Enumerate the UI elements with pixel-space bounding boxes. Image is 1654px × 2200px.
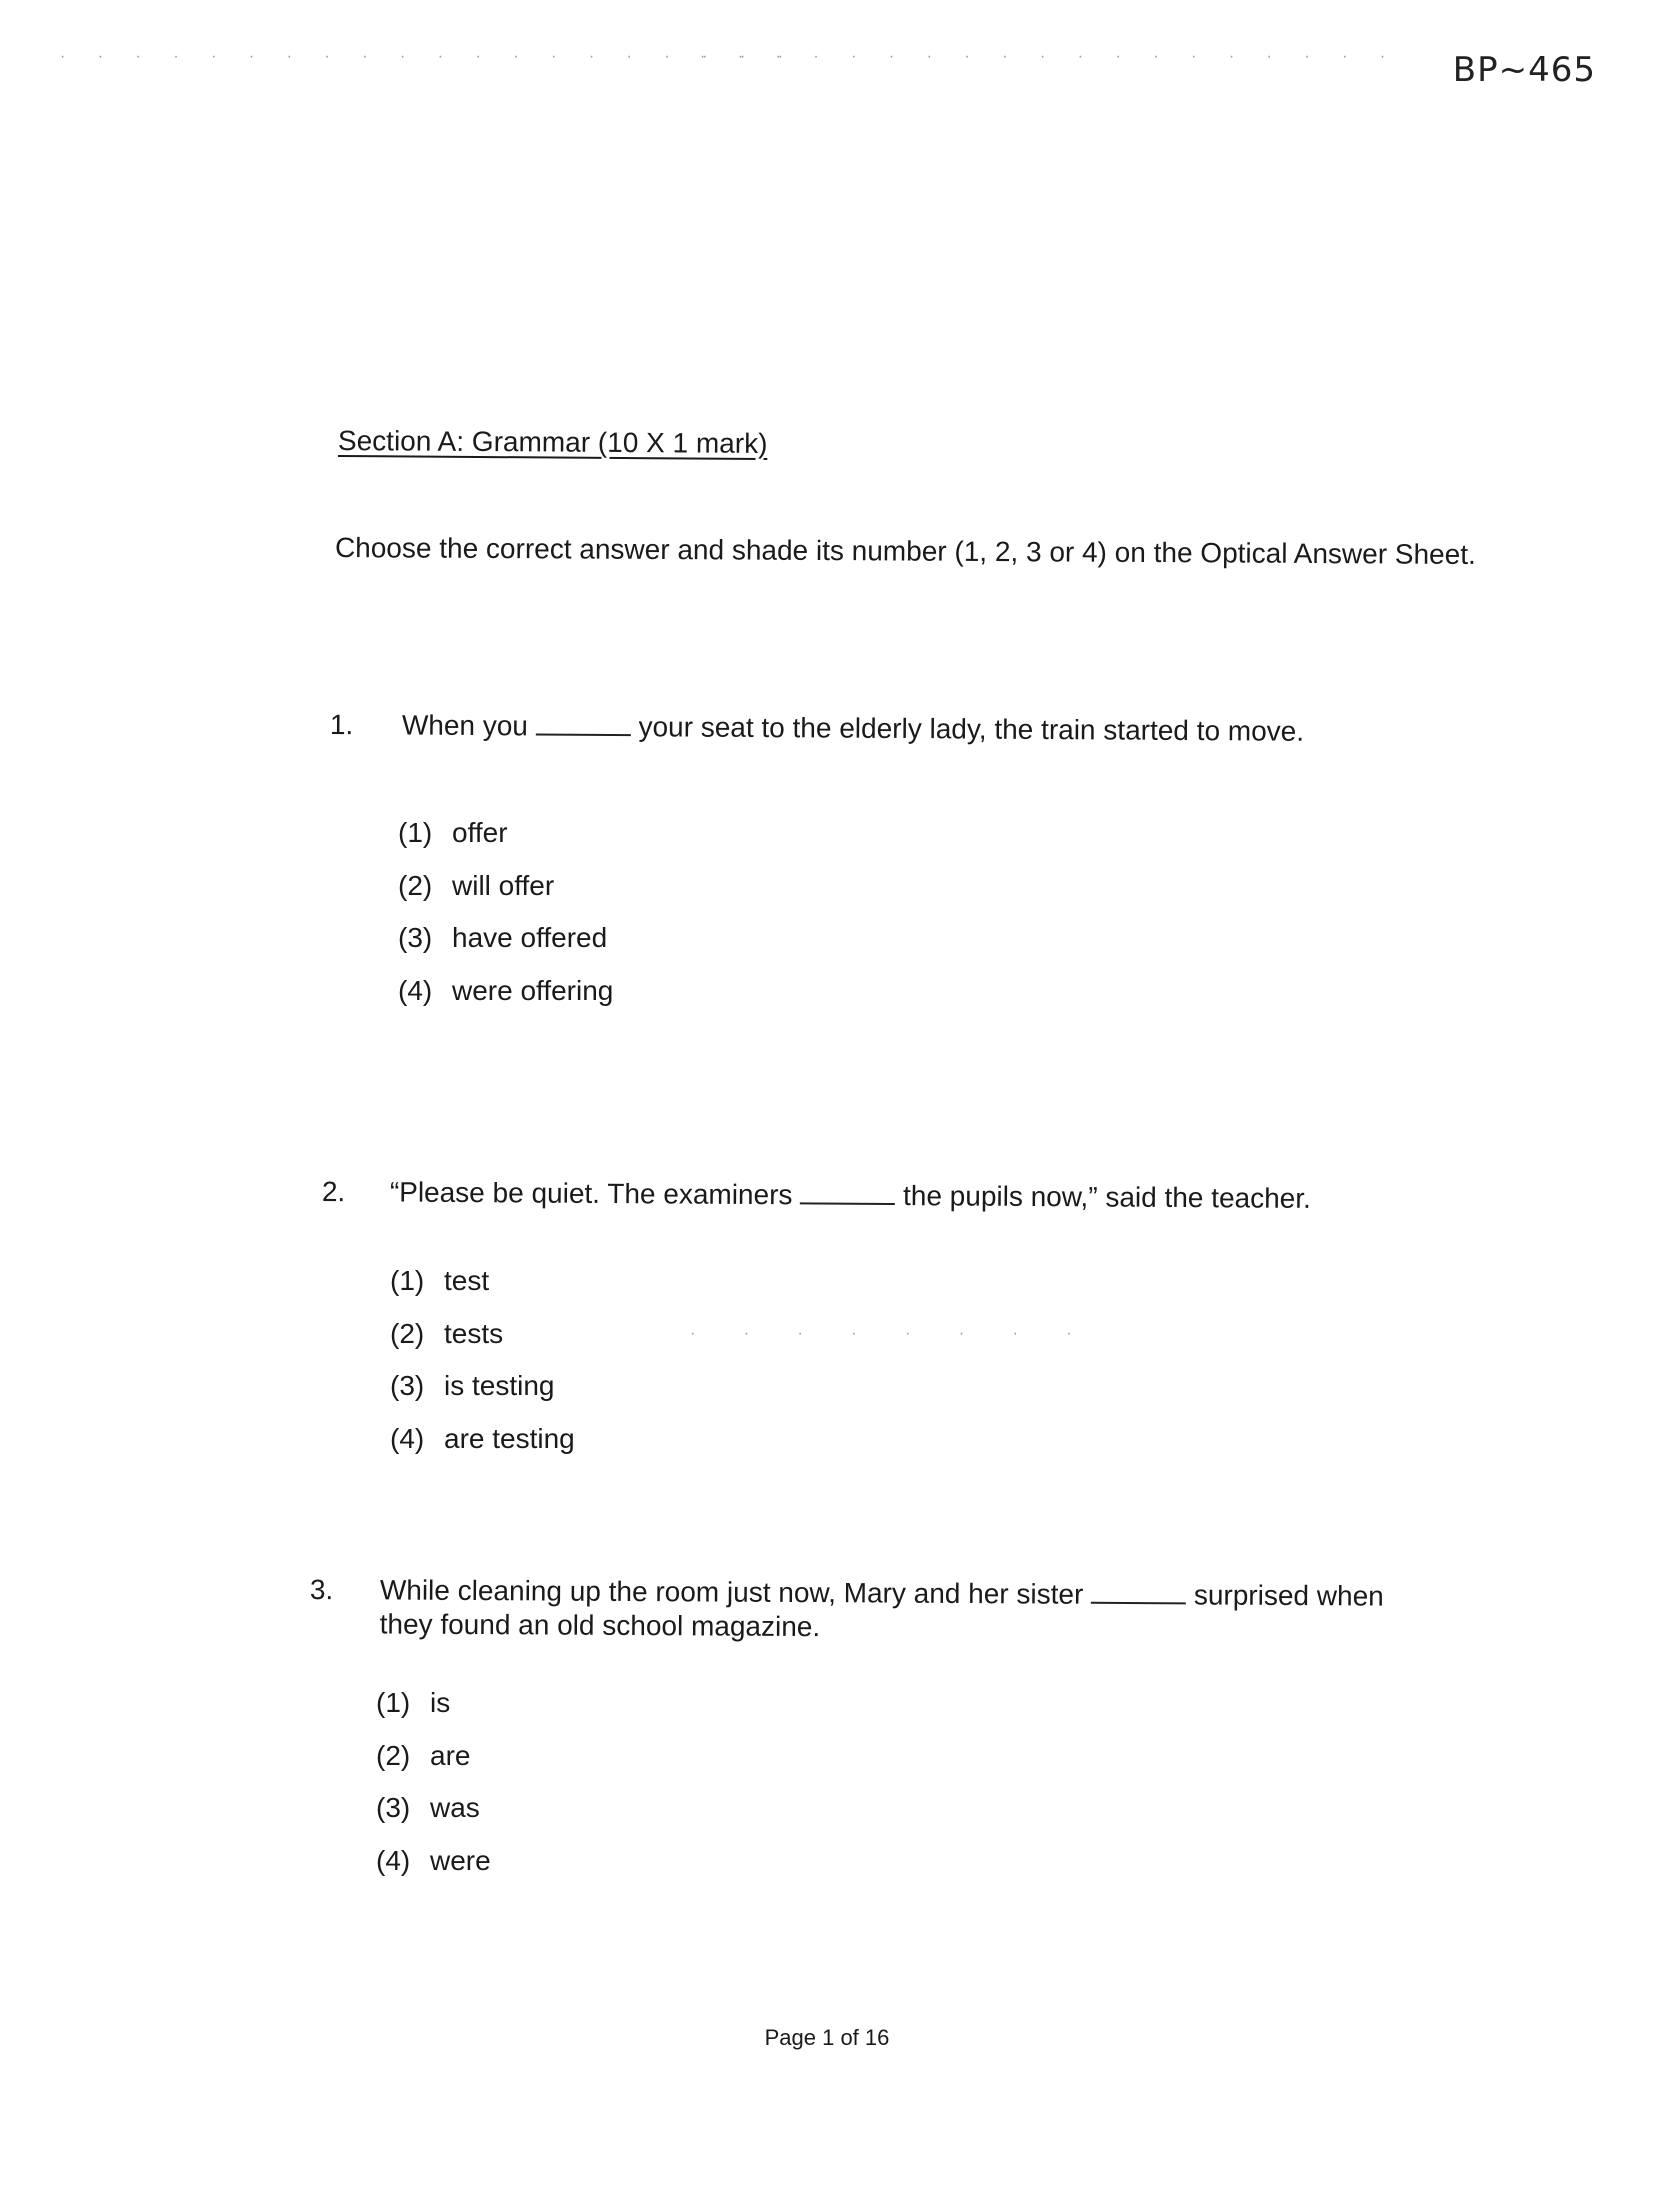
- option: (4) are testing: [390, 1422, 575, 1454]
- question-3-options: [376, 1677, 491, 1887]
- option: (1) is: [376, 1687, 451, 1718]
- scan-noise: · · · · · · · ·: [690, 1325, 1094, 1342]
- scan-noise: · · · · · · · · · · · · · · · · · · ·: [700, 48, 1400, 65]
- answer-blank: [1091, 1580, 1186, 1605]
- question-2-options: [390, 1255, 575, 1465]
- option: (3) is testing: [390, 1370, 555, 1401]
- section-heading: Section A: Grammar (10 X 1 mark): [337, 425, 768, 459]
- question-number: 3.: [309, 1574, 334, 1606]
- document-code: BP~465: [1452, 50, 1596, 90]
- option: (4) were: [376, 1844, 491, 1876]
- question-1-options: [398, 807, 613, 1017]
- question-text: When you your seat to the elderly lady, the train started to move.: [401, 709, 1305, 747]
- answer-blank: [536, 711, 631, 736]
- question-number: 1.: [329, 709, 354, 741]
- question-number: 2.: [321, 1176, 346, 1208]
- question-text: “Please be quiet. The examiners the pupils now,” said the teacher.: [389, 1176, 1311, 1214]
- option: (4) were offering: [398, 974, 614, 1006]
- scan-noise: · · · · · · · · · · · · · · · · · · · ·: [60, 48, 798, 65]
- option: (3) was: [376, 1792, 480, 1823]
- question-text: While cleaning up the room just now, Mary and her sister surprised when they found an old school magazine.: [379, 1574, 1384, 1643]
- option: (2) will offer: [398, 869, 555, 901]
- option: (2) tests: [390, 1317, 504, 1349]
- answer-blank: [800, 1180, 895, 1205]
- page-number: Page 1 of 16: [764, 2025, 890, 2050]
- option: (1) offer: [398, 817, 508, 848]
- option: (2) are: [376, 1739, 471, 1771]
- instructions: Choose the correct answer and shade its number (1, 2, 3 or 4) on the Optical Answer Sheet.: [334, 532, 1476, 570]
- option: (3) have offered: [398, 922, 608, 953]
- option: (1) test: [390, 1265, 490, 1296]
